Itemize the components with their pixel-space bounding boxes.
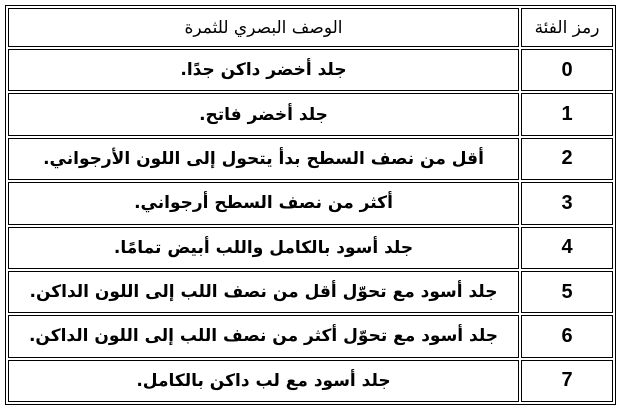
fruit-class-table	[5, 5, 616, 405]
table-header-row	[8, 8, 613, 47]
table-row	[8, 138, 613, 180]
description-cell: أكثر من نصف السطح أرجواني.	[8, 182, 519, 224]
description-cell: جلد أسود مع تحوّل أكثر من نصف اللب إلى اللون الداكن.	[8, 315, 519, 357]
table-row	[8, 271, 613, 313]
class-code-cell: 2	[521, 138, 613, 180]
description-cell: جلد أسود بالكامل واللب أبيض تمامًا.	[8, 227, 519, 269]
description-cell: جلد أسود مع لب داكن بالكامل.	[8, 360, 519, 402]
class-code-cell: 5	[521, 271, 613, 313]
header-class-code: رمز الفئة	[521, 8, 613, 47]
table-row	[8, 227, 613, 269]
description-cell: جلد أسود مع تحوّل أقل من نصف اللب إلى اللون الداكن.	[8, 271, 519, 313]
table-row	[8, 93, 613, 135]
class-code-cell: 3	[521, 182, 613, 224]
description-cell: جلد أخضر فاتح.	[8, 93, 519, 135]
class-code-cell: 1	[521, 93, 613, 135]
table-row	[8, 182, 613, 224]
class-code-cell: 4	[521, 227, 613, 269]
class-code-cell: 0	[521, 49, 613, 91]
description-cell: جلد أخضر داكن جدًا.	[8, 49, 519, 91]
table-row	[8, 360, 613, 402]
class-code-cell: 6	[521, 315, 613, 357]
description-cell: أقل من نصف السطح بدأ يتحول إلى اللون الأرجواني.	[8, 138, 519, 180]
table-row	[8, 49, 613, 91]
header-visual-description: الوصف البصري للثمرة	[8, 8, 519, 47]
class-code-cell: 7	[521, 360, 613, 402]
fruit-class-table-container	[5, 5, 616, 405]
table-row	[8, 315, 613, 357]
